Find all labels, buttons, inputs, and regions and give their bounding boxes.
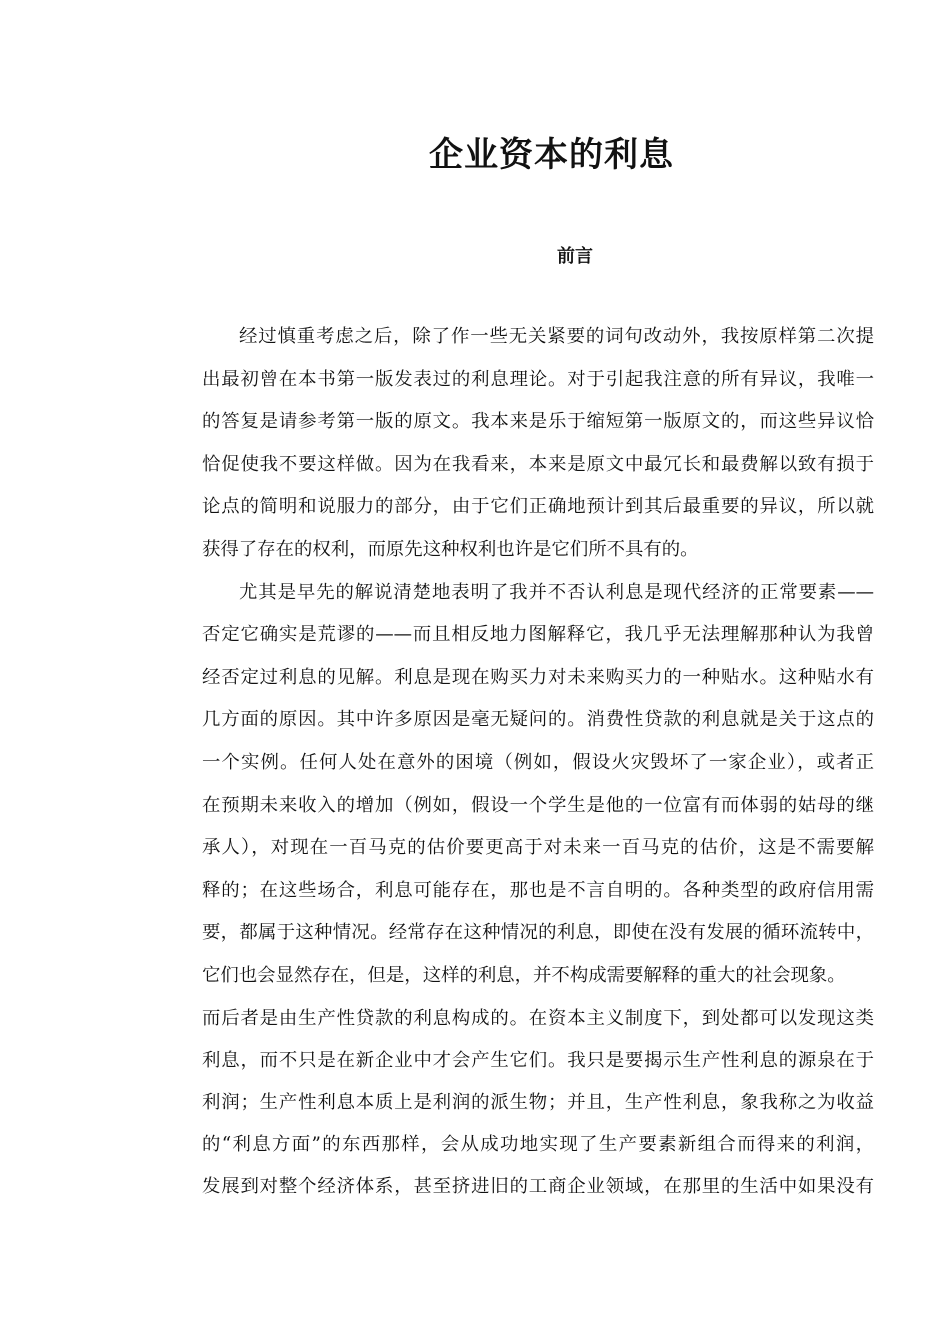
paragraph-line: 否定它确实是荒谬的——而且相反地力图解释它，我几乎无法理解那种认为我曾	[202, 624, 874, 646]
paragraph-line: 经过慎重考虑之后，除了作一些无关紧要的词句改动外，我按原样第二次提	[239, 326, 874, 347]
document-title: 企业资本的利息	[429, 135, 674, 175]
section-heading: 前言	[557, 246, 593, 267]
paragraph-line: 几方面的原因。其中许多原因是毫无疑问的。消费性贷款的利息就是关于这点的	[202, 709, 874, 731]
paragraph-line: 利润；生产性利息本质上是利润的派生物；并且，生产性利息，象我称之为收益	[202, 1091, 874, 1113]
paragraph-line: 论点的简明和说服力的部分，由于它们正确地预计到其后最重要的异议，所以就	[202, 496, 874, 518]
paragraph-line: 发展到对整个经济体系，甚至挤进旧的工商企业领域，在那里的生活中如果没有	[202, 1175, 874, 1197]
paragraph-line: 的答复是请参考第一版的原文。我本来是乐于缩短第一版原文的，而这些异议恰	[202, 411, 874, 433]
paragraph-line: 在预期未来收入的增加（例如，假设一个学生是他的一位富有而体弱的姑母的继	[202, 794, 874, 816]
paragraph-line: 利息，而不只是在新企业中才会产生它们。我只是要揭示生产性利息的源泉在于	[202, 1049, 874, 1071]
paragraph-line: 而后者是由生产性贷款的利息构成的。在资本主义制度下，到处都可以发现这类	[202, 1007, 874, 1029]
paragraph-line: 恰促使我不要这样做。因为在我看来，本来是原文中最冗长和最费解以致有损于	[202, 453, 874, 475]
paragraph-line: 承人），对现在一百马克的估价要更高于对未来一百马克的估价，这是不需要解	[202, 837, 874, 859]
paragraph-line: 尤其是早先的解说清楚地表明了我并不否认利息是现代经济的正常要素——	[239, 581, 874, 603]
paragraph-line: 要，都属于这种情况。经常存在这种情况的利息，即使在没有发展的循环流转中，	[202, 922, 874, 944]
paragraph-line: 释的；在这些场合，利息可能存在，那也是不言自明的。各种类型的政府信用需	[202, 879, 874, 901]
paragraph-line: 它们也会显然存在，但是，这样的利息，并不构成需要解释的重大的社会现象。	[202, 964, 846, 986]
paragraph-line: 的“利息方面”的东西那样，会从成功地实现了生产要素新组合而得来的利润，	[202, 1133, 874, 1155]
paragraph-line: 出最初曾在本书第一版发表过的利息理论。对于引起我注意的所有异议，我唯一	[202, 368, 874, 390]
paragraph-line: 获得了存在的权利，而原先这种权利也许是它们所不具有的。	[202, 538, 699, 560]
body-text	[202, 323, 874, 1215]
paragraph-line: 一个实例。任何人处在意外的困境（例如，假设火灾毁坏了一家企业），或者正	[202, 751, 874, 773]
paragraph-line: 经否定过利息的见解。利息是现在购买力对未来购买力的一种贴水。这种贴水有	[202, 666, 874, 688]
